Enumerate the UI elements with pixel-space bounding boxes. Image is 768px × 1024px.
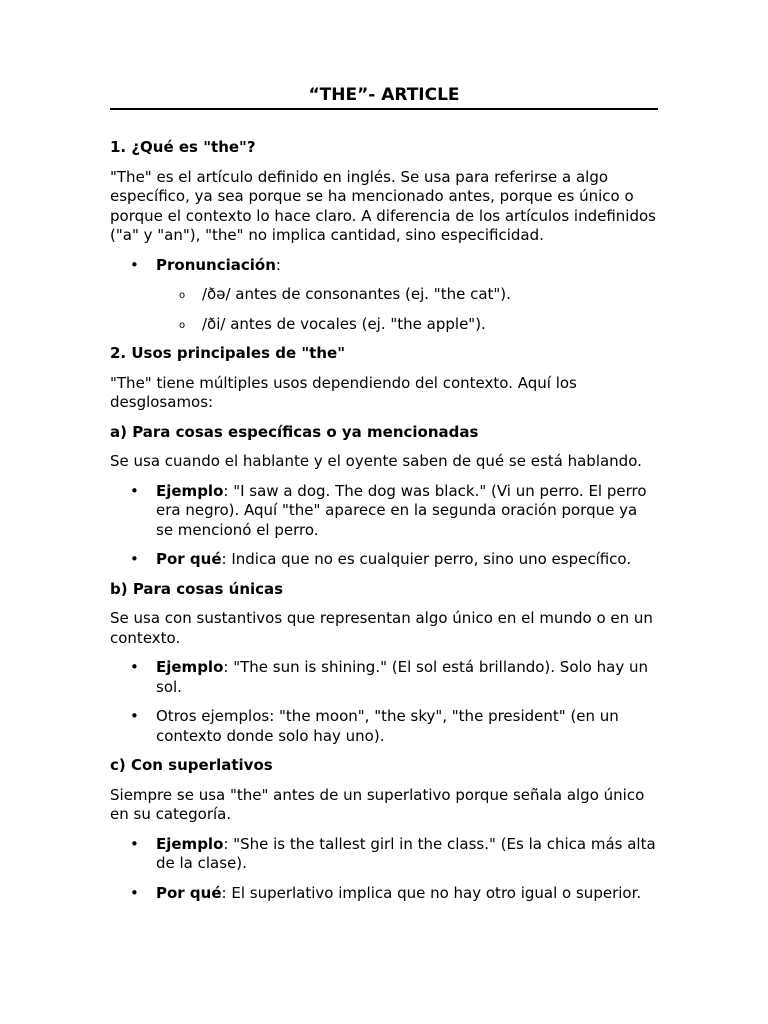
pronunciation-list [110, 256, 658, 276]
circle-bullet-icon: o [179, 319, 186, 331]
section-a-paragraph: Se usa cuando el hablante y el oyente saben de qué se está hablando. [110, 452, 642, 470]
list-item: o /ðə/ antes de consonantes (ej. "the cat"). [110, 285, 658, 305]
page-title: “THE”- ARTICLE [308, 85, 460, 105]
pronunciation-sublist [110, 285, 658, 334]
document-content [110, 84, 658, 903]
bullet-icon: • [130, 481, 139, 500]
title-underline [110, 108, 658, 110]
list-item: • Por qué: El superlativo implica que no hay otro igual o superior. [130, 883, 642, 902]
list-item: • Por qué: Indica que no es cualquier perro, sino uno específico. [130, 550, 632, 568]
bullet-icon: • [130, 834, 139, 853]
section-c-heading: c) Con superlativos [110, 756, 273, 774]
section-a-list [110, 482, 658, 570]
circle-bullet-icon: o [179, 290, 186, 301]
list-item: • Ejemplo: "I saw a dog. The dog was black." (Vi un perro. El perro era negro). Aquí "the" aparece en la segunda oración porque ya se mencionó el perro. [130, 481, 647, 539]
section-a-heading: a) Para cosas específicas o ya mencionadas [110, 422, 479, 441]
section-b-heading: b) Para cosas únicas [110, 579, 284, 598]
list-item: • Ejemplo: "She is the tallest girl in the class." (Es la chica más alta de la clase). [130, 834, 656, 872]
bullet-icon: • [130, 255, 139, 274]
section-c-list [110, 835, 658, 904]
section2-intro: "The" tiene múltiples usos dependiendo del contexto. Aquí los desglosamos: [110, 373, 577, 411]
section2-heading: 2. Usos principales de "the" [110, 344, 346, 362]
pronunciation-label: Pronunciación [156, 255, 276, 274]
bullet-icon: • [130, 883, 139, 902]
section-b-list [110, 658, 658, 746]
section-b-paragraph: Se usa con sustantivos que representan algo único en el mundo o en un contexto. [110, 609, 653, 647]
list-item: o /ði/ antes de vocales (ej. "the apple"). [110, 315, 658, 335]
bullet-icon: • [130, 707, 139, 725]
section1-heading: 1. ¿Qué es "the"? [110, 138, 256, 156]
list-item: • Pronunciación: [130, 255, 281, 274]
section-c-paragraph: Siempre se usa "the" antes de un superlativo porque señala algo único en su categoría. [110, 785, 645, 823]
section1-paragraph: "The" es el artículo definido en inglés. Se usa para referirse a algo específico, ya sea porque se ha mencionado antes, porque es único o porque el contexto lo hace claro. A diferencia de los artículos indefinidos ("a" y "an"), "the" no implica cantidad, sino especificidad. [110, 167, 656, 244]
bullet-icon: • [130, 658, 139, 676]
list-item: • Ejemplo: "The sun is shining." (El sol está brillando). Solo hay un sol. [130, 658, 648, 696]
list-item: • Otros ejemplos: "the moon", "the sky", "the president" (en un contexto donde solo hay uno). [130, 707, 619, 745]
bullet-icon: • [130, 550, 139, 568]
